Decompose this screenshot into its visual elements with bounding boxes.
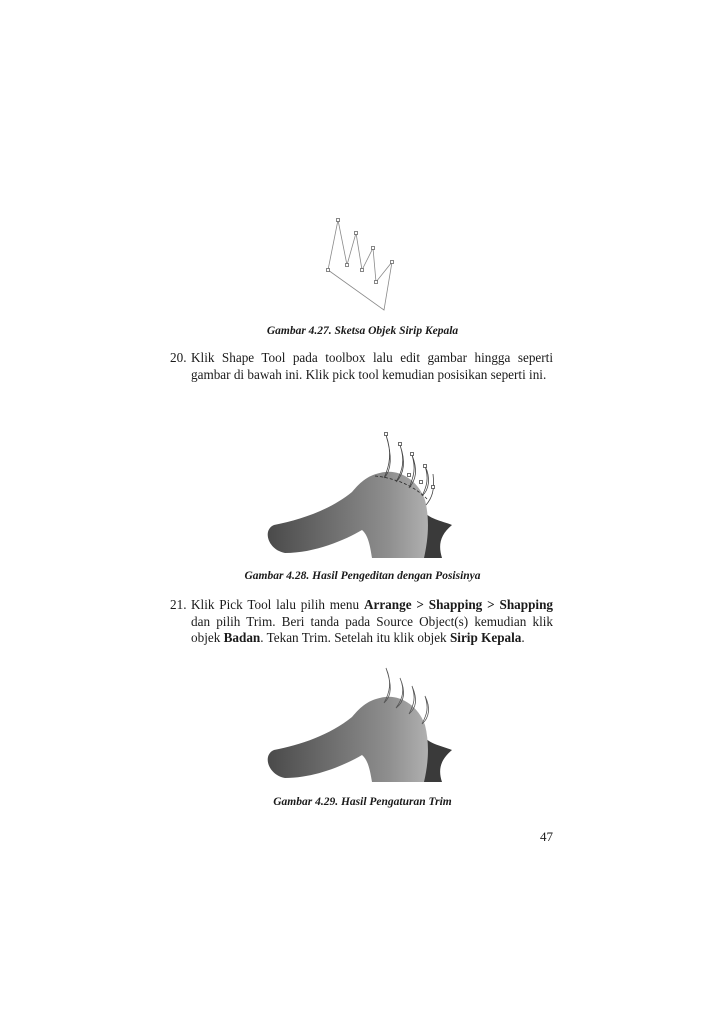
- step-number: 20.: [170, 350, 187, 365]
- step-text-part: dan pilih Trim. Beri tanda pada Source Object(s) kemudian klik objek: [191, 613, 553, 645]
- step-number: 21.: [170, 597, 187, 612]
- object-name-text: Sirip Kepala: [449, 630, 522, 645]
- object-name-text: Badan: [223, 630, 261, 645]
- page-number: 47: [540, 829, 553, 844]
- step-text-part: . Tekan Trim. Setelah itu klik objek: [260, 630, 450, 645]
- step-text-part: Klik Shape Tool pada toolbox lalu edit gambar hingga seperti gambar di bawah ini. Klik pick tool kemudian posisikan seperti ini.: [191, 350, 553, 382]
- body-shape: [268, 697, 428, 782]
- figure-caption: Gambar 4.29. Hasil Pengaturan Trim: [273, 796, 452, 808]
- figure-caption: Gambar 4.27. Sketsa Objek Sirip Kepala: [266, 325, 459, 337]
- menu-path-text: Arrange > Shapping > Shapping: [363, 597, 554, 612]
- step-text-part: .: [521, 630, 525, 645]
- figure-caption: Gambar 4.28. Hasil Pengeditan dengan Posisinya: [244, 570, 481, 582]
- step-text-part: Klik Pick Tool lalu pilih menu: [191, 597, 364, 612]
